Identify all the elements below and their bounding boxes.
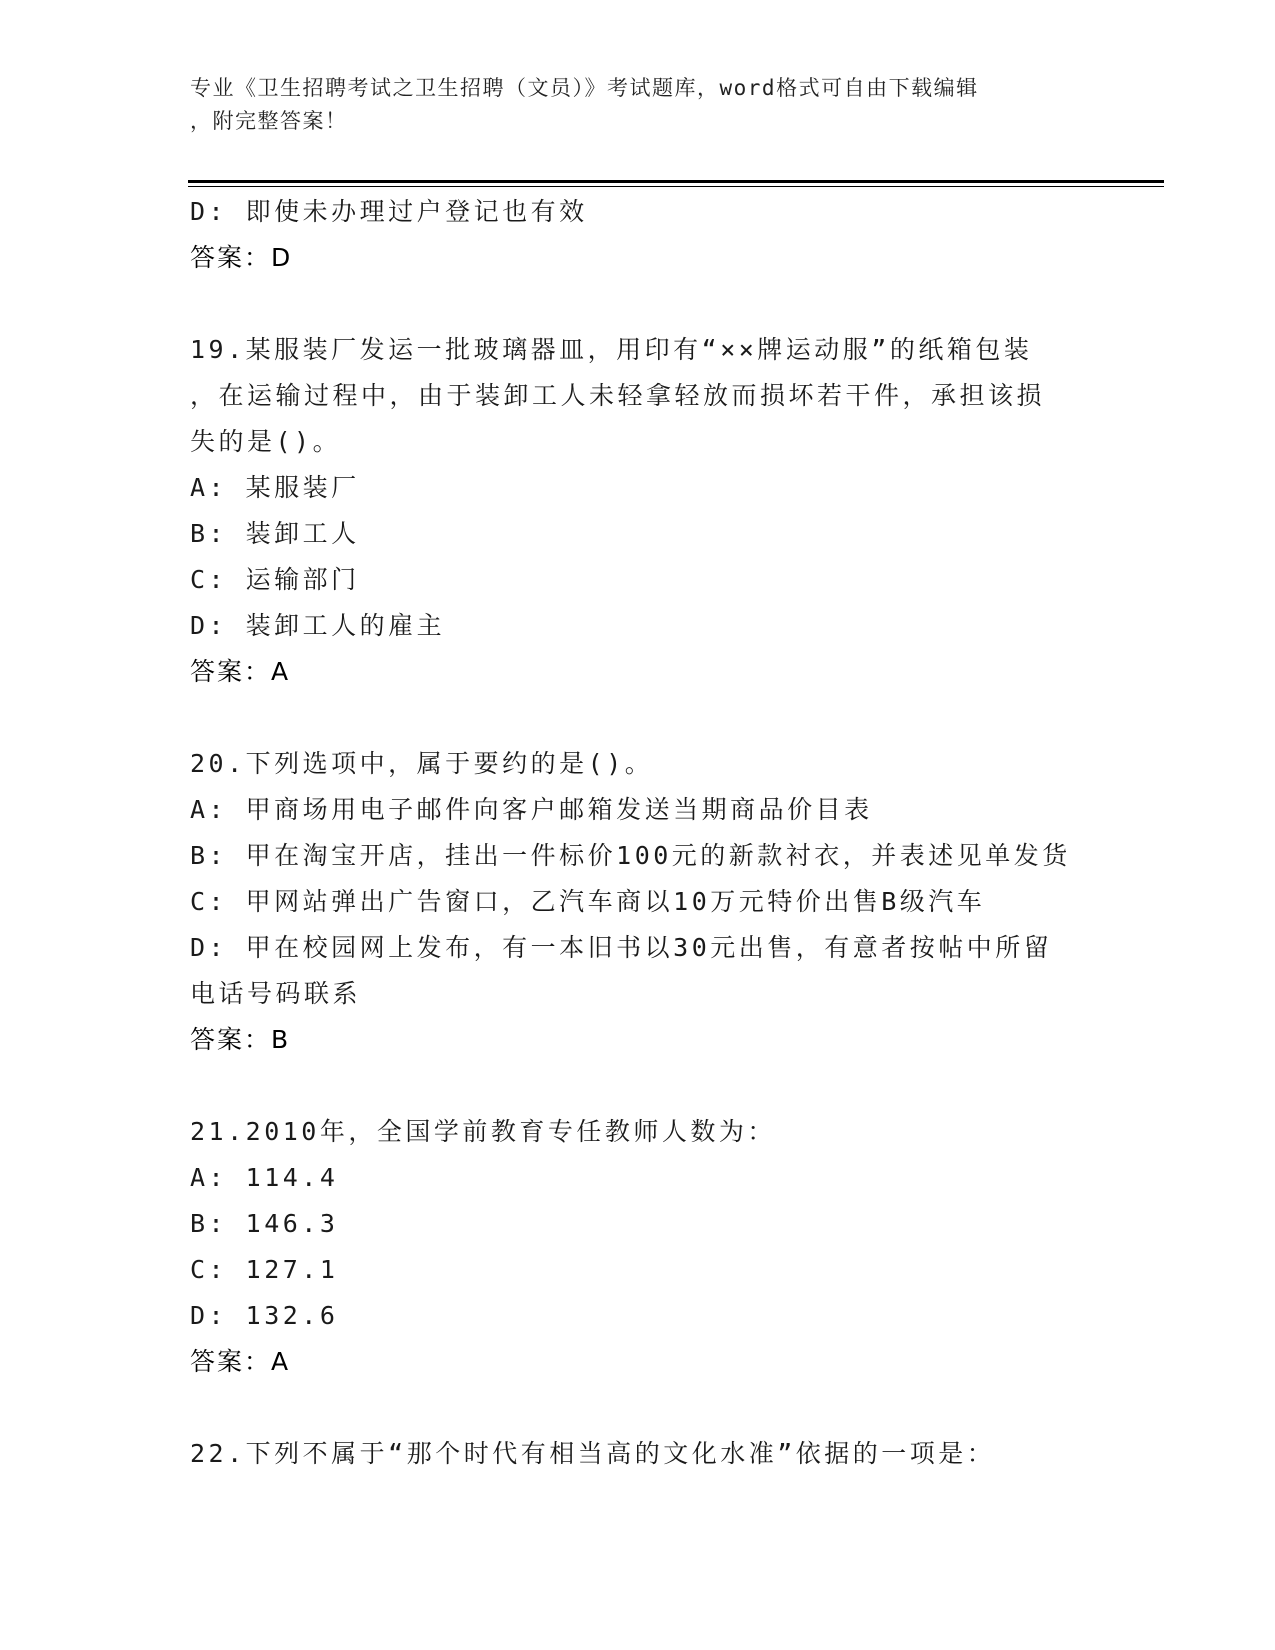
- option-c: C: 甲网站弹出广告窗口，乙汽车商以10万元特价出售B级汽车: [190, 887, 986, 916]
- question-19: [190, 327, 1090, 695]
- question-text-line: 22.下列不属于“那个时代有相当高的文化水准”依据的一项是：: [190, 1439, 996, 1468]
- option-a: A: 某服装厂: [190, 473, 360, 502]
- header-divider-thick: [188, 180, 1164, 183]
- option-a: A: 114.4: [190, 1163, 339, 1192]
- question-20: [190, 741, 1090, 1063]
- question-text-line: 失的是()。: [190, 427, 342, 456]
- header-divider-thin: [188, 186, 1164, 187]
- spacer: [190, 1063, 1090, 1109]
- option-d-continuation: 电话号码联系: [190, 979, 362, 1008]
- option-c: C: 127.1: [190, 1255, 339, 1284]
- answer-line: 答案：A: [190, 657, 291, 686]
- spacer: [190, 281, 1090, 327]
- option-b: B: 装卸工人: [190, 519, 360, 548]
- answer-line: 答案：A: [190, 1347, 291, 1376]
- question-21: [190, 1109, 1090, 1385]
- option-b: B: 146.3: [190, 1209, 339, 1238]
- option-b: B: 甲在淘宝开店，挂出一件标价100元的新款衬衣，并表述见单发货: [190, 841, 1071, 870]
- option-d: D: 132.6: [190, 1301, 339, 1330]
- question-text-line: 21.2010年，全国学前教育专任教师人数为：: [190, 1117, 776, 1146]
- question-text-line: ，在运输过程中，由于装卸工人未轻拿轻放而损坏若干件，承担该损: [190, 381, 1046, 410]
- question-text-line: 19.某服装厂发运一批玻璃器皿，用印有“××牌运动服”的纸箱包装: [190, 335, 1033, 364]
- option-c: C: 运输部门: [190, 565, 360, 594]
- question-18-tail: [190, 189, 1090, 281]
- spacer: [190, 695, 1090, 741]
- header-line-1: 专业《卫生招聘考试之卫生招聘（文员）》考试题库，word格式可自由下载编辑: [190, 76, 979, 100]
- question-text-line: 20.下列选项中，属于要约的是()。: [190, 749, 654, 778]
- option-d: D: 甲在校园网上发布，有一本旧书以30元出售，有意者按帖中所留: [190, 933, 1053, 962]
- answer-line: 答案：B: [190, 1025, 291, 1054]
- question-22: [190, 1431, 1090, 1477]
- answer-line: 答案：D: [190, 243, 293, 272]
- header-line-2: ，附完整答案！: [190, 109, 348, 133]
- spacer: [190, 1385, 1090, 1431]
- option-d: D: 装卸工人的雇主: [190, 611, 446, 640]
- page-header: [190, 72, 1090, 138]
- option-d: D: 即使未办理过户登记也有效: [190, 197, 588, 226]
- question-list: [190, 189, 1090, 1477]
- option-a: A: 甲商场用电子邮件向客户邮箱发送当期商品价目表: [190, 795, 873, 824]
